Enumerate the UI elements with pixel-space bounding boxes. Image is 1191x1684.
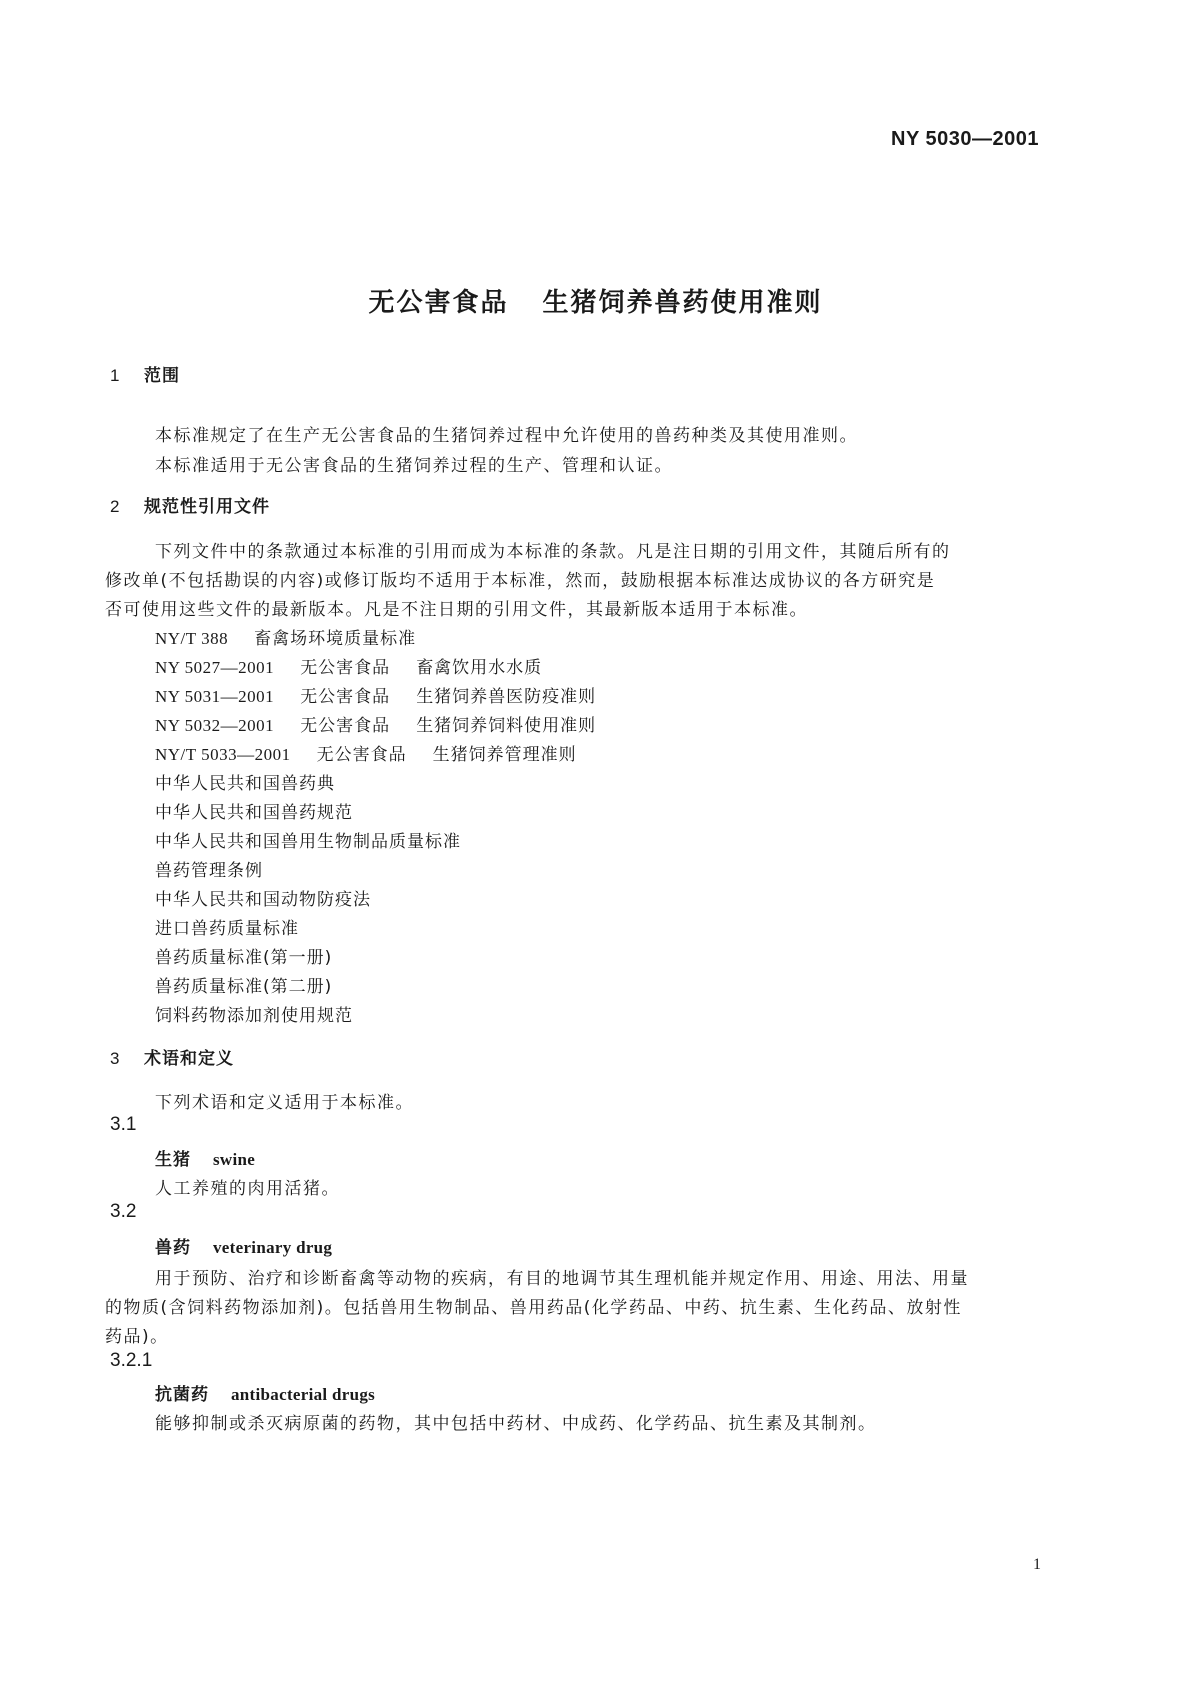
reference-item: NY 5032—2001 无公害食品 生猪饲养饲料使用准则 — [155, 716, 597, 736]
reference-plain-item: 兽药管理条例 — [155, 861, 263, 881]
document-title — [0, 282, 1191, 319]
title-part-1: 无公害食品 — [368, 288, 509, 318]
section-3-intro: 下列术语和定义适用于本标准。 — [155, 1093, 414, 1113]
term-3-1-title: 生猪 swine — [155, 1150, 256, 1170]
section-1-heading: 1 范围 — [110, 366, 180, 386]
term-3-2-number: 3.2 — [110, 1201, 137, 1222]
reference-plain-item: 兽药质量标准(第一册) — [155, 948, 333, 968]
reference-item: NY 5027—2001 无公害食品 畜禽饮用水水质 — [155, 658, 543, 678]
term-3-2-definition-line-1: 用于预防、治疗和诊断畜禽等动物的疾病，有目的地调节其生理机能并规定作用、用途、用法、用量 — [155, 1269, 969, 1289]
reference-plain-item: 中华人民共和国兽药典 — [155, 774, 335, 794]
reference-plain-item: 中华人民共和国兽药规范 — [155, 803, 353, 823]
section-2-intro-line-2: 修改单(不包括勘误的内容)或修订版均不适用于本标准，然而，鼓励根据本标准达成协议的各方研究是 — [105, 571, 936, 591]
term-3-2-definition-line-2: 的物质(含饲料药物添加剂)。包括兽用生物制品、兽用药品(化学药品、中药、抗生素、生化药品、放射性 — [105, 1298, 962, 1318]
page-number: 1 — [1033, 1556, 1041, 1573]
reference-plain-item: 中华人民共和国动物防疫法 — [155, 890, 371, 910]
term-3-2-1-definition: 能够抑制或杀灭病原菌的药物，其中包括中药材、中成药、化学药品、抗生素及其制剂。 — [155, 1414, 877, 1434]
term-3-2-1-number: 3.2.1 — [110, 1350, 153, 1371]
title-part-2: 生猪饲养兽药使用准则 — [542, 288, 823, 318]
section-1-para-2: 本标准适用于无公害食品的生猪饲养过程的生产、管理和认证。 — [155, 456, 673, 476]
section-3-heading: 3 术语和定义 — [110, 1049, 234, 1069]
term-3-2-title: 兽药 veterinary drug — [155, 1238, 333, 1258]
reference-plain-item: 中华人民共和国兽用生物制品质量标准 — [155, 832, 461, 852]
section-2-intro-line-3: 否可使用这些文件的最新版本。凡是不注日期的引用文件，其最新版本适用于本标准。 — [105, 600, 808, 620]
term-3-1-number: 3.1 — [110, 1114, 137, 1135]
section-2-heading: 2 规范性引用文件 — [110, 497, 270, 517]
reference-item: NY 5031—2001 无公害食品 生猪饲养兽医防疫准则 — [155, 687, 597, 707]
reference-plain-item: 兽药质量标准(第二册) — [155, 977, 333, 997]
section-2-intro-line-1: 下列文件中的条款通过本标准的引用而成为本标准的条款。凡是注日期的引用文件，其随后所有的 — [155, 542, 951, 562]
reference-plain-item: 饲料药物添加剂使用规范 — [155, 1006, 353, 1026]
section-1-para-1: 本标准规定了在生产无公害食品的生猪饲养过程中允许使用的兽药种类及其使用准则。 — [155, 426, 858, 446]
reference-item: NY/T 5033—2001 无公害食品 生猪饲养管理准则 — [155, 745, 577, 765]
term-3-2-definition-line-3: 药品)。 — [105, 1327, 169, 1347]
standard-number: NY 5030—2001 — [891, 128, 1039, 150]
term-3-2-1-title: 抗菌药 antibacterial drugs — [155, 1385, 376, 1405]
reference-plain-item: 进口兽药质量标准 — [155, 919, 299, 939]
term-3-1-definition: 人工养殖的肉用活猪。 — [155, 1179, 340, 1199]
reference-item: NY/T 388 畜禽场环境质量标准 — [155, 629, 417, 649]
